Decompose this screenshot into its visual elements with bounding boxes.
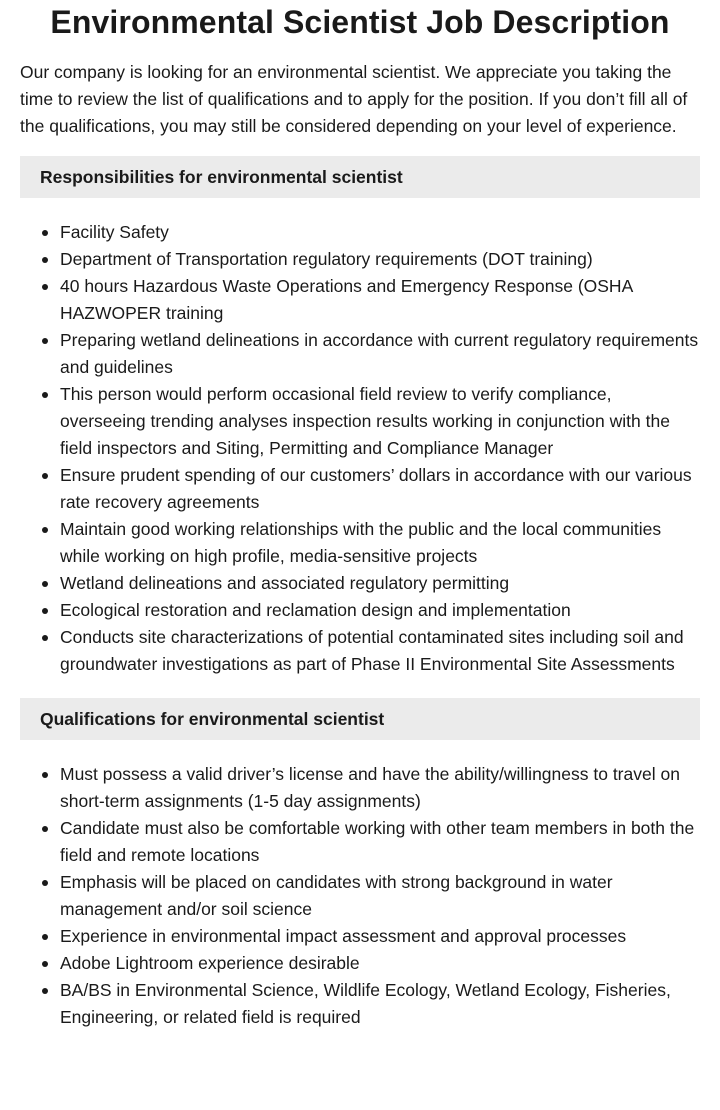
- list-item: Must possess a valid driver’s license and have the ability/willingness to travel on short-term assignments (1-5 day assignments): [20, 761, 700, 815]
- list-item: 40 hours Hazardous Waste Operations and Emergency Response (OSHA HAZWOPER training: [20, 273, 700, 327]
- qualifications-heading: Qualifications for environmental scientist: [20, 698, 700, 740]
- list-item: Candidate must also be comfortable working with other team members in both the field and remote locations: [20, 815, 700, 869]
- list-item: Adobe Lightroom experience desirable: [20, 950, 700, 977]
- list-item: Department of Transportation regulatory requirements (DOT training): [20, 246, 700, 273]
- qualifications-list: [20, 761, 700, 1031]
- list-item: Emphasis will be placed on candidates with strong background in water management and/or soil science: [20, 869, 700, 923]
- list-item: Facility Safety: [20, 219, 700, 246]
- list-item: BA/BS in Environmental Science, Wildlife Ecology, Wetland Ecology, Fisheries, Engineering, or related field is required: [20, 977, 700, 1031]
- list-item: Ensure prudent spending of our customers’ dollars in accordance with our various rate recovery agreements: [20, 462, 700, 516]
- list-item: Maintain good working relationships with the public and the local communities while working on high profile, media-sensitive projects: [20, 516, 700, 570]
- page-title: Environmental Scientist Job Description: [50, 4, 670, 40]
- intro-paragraph: Our company is looking for an environmental scientist. We appreciate you taking the time to review the list of qualifications and to apply for the position. If you don’t fill all of the qualifications, you may still be considered depending on your level of experience.: [20, 62, 688, 136]
- list-item: This person would perform occasional field review to verify compliance, overseeing trending analyses inspection results working in conjunction with the field inspectors and Siting, Permitting and Compliance Manager: [20, 381, 700, 462]
- list-item: Conducts site characterizations of potential contaminated sites including soil and groundwater investigations as part of Phase II Environmental Site Assessments: [20, 624, 700, 678]
- list-item: Ecological restoration and reclamation design and implementation: [20, 597, 700, 624]
- list-item: Wetland delineations and associated regulatory permitting: [20, 570, 700, 597]
- responsibilities-heading: Responsibilities for environmental scientist: [20, 156, 700, 198]
- responsibilities-list: [20, 219, 700, 678]
- list-item: Preparing wetland delineations in accordance with current regulatory requirements and guidelines: [20, 327, 700, 381]
- list-item: Experience in environmental impact assessment and approval processes: [20, 923, 700, 950]
